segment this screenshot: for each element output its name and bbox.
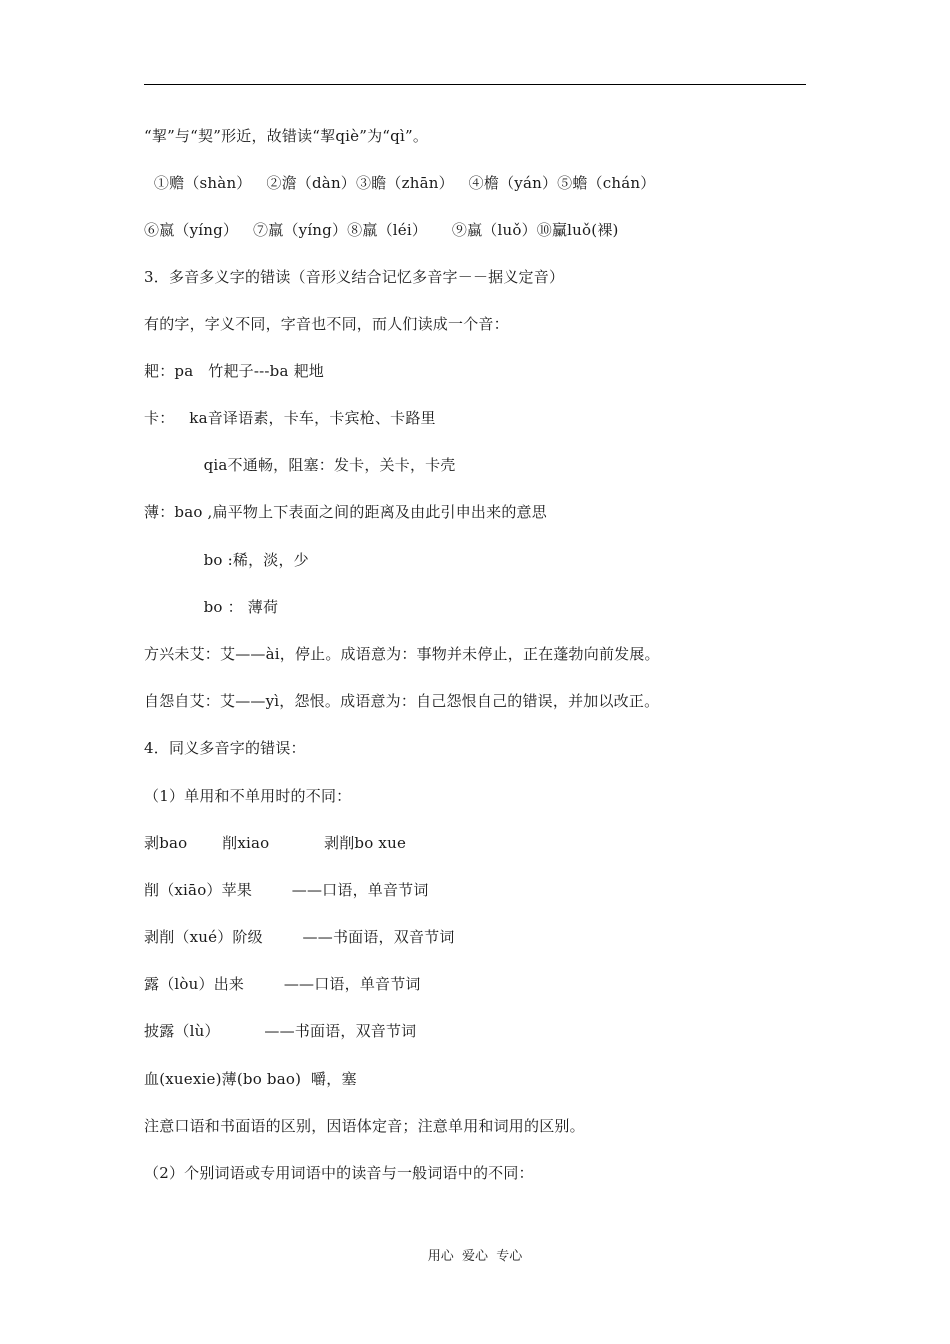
page-footer: 用心 爱心 专心 xyxy=(427,1249,523,1264)
subsection-heading: （1）单用和不单用时的不同： xyxy=(144,787,352,805)
text-line: 披露（lù） ——书面语，双音节词 xyxy=(144,1022,417,1040)
section-heading: 3．多音多义字的错读（音形义结合记忆多音字－－据义定音） xyxy=(144,268,565,286)
text-line: 剥削（xué）阶级 ——书面语，双音节词 xyxy=(144,928,455,946)
text-line: 卡： ka音译语素，卡车，卡宾枪、卡路里 xyxy=(144,409,436,427)
text-line: 剥bao 削xiao 剥削bo xue xyxy=(144,834,407,852)
text-line: 削（xiāo）苹果 ——口语，单音节词 xyxy=(144,881,429,899)
header-rule xyxy=(144,84,806,85)
text-line: 注意口语和书面语的区别，因语体定音；注意单用和词用的区别。 xyxy=(144,1117,585,1135)
text-line: 方兴未艾：艾——ài，停止。成语意为：事物并未停止，正在蓬勃向前发展。 xyxy=(144,645,660,663)
text-line: 自怨自艾：艾——yì，怨恨。成语意为：自己怨恨自己的错误，并加以改正。 xyxy=(144,692,660,710)
text-line: 有的字，字义不同，字音也不同，而人们读成一个音： xyxy=(144,315,509,333)
text-line: bo ： 薄荷 xyxy=(144,598,279,616)
text-line: “挈”与“契”形近，故错读“挈qiè”为“qì”。 xyxy=(144,127,429,145)
text-line: ⑥嬴（yíng） ⑦羸（yíng）⑧羸（léi） ⑨蠃（luǒ）⑩臝luǒ(裸) xyxy=(144,221,619,239)
text-line: 耙：pa 竹耙子---ba 耙地 xyxy=(144,362,324,380)
text-line: 露（lòu）出来 ——口语，单音节词 xyxy=(144,975,421,993)
section-heading: 4．同义多音字的错误： xyxy=(144,739,306,757)
text-line: ①赡（shàn） ②澹（dàn）③瞻（zhān） ④檐（yán）⑤蟾（chán） xyxy=(144,174,656,192)
text-line: bo :稀，淡，少 xyxy=(144,551,309,569)
text-line: 血(xuexie)薄(bo bao) 嚼，塞 xyxy=(144,1070,357,1088)
text-line: qia不通畅，阻塞：发卡，关卡，卡壳 xyxy=(144,456,456,474)
subsection-heading: （2）个别词语或专用词语中的读音与一般词语中的不同： xyxy=(144,1164,534,1182)
text-line: 薄：bao ,扁平物上下表面之间的距离及由此引申出来的意思 xyxy=(144,503,547,521)
